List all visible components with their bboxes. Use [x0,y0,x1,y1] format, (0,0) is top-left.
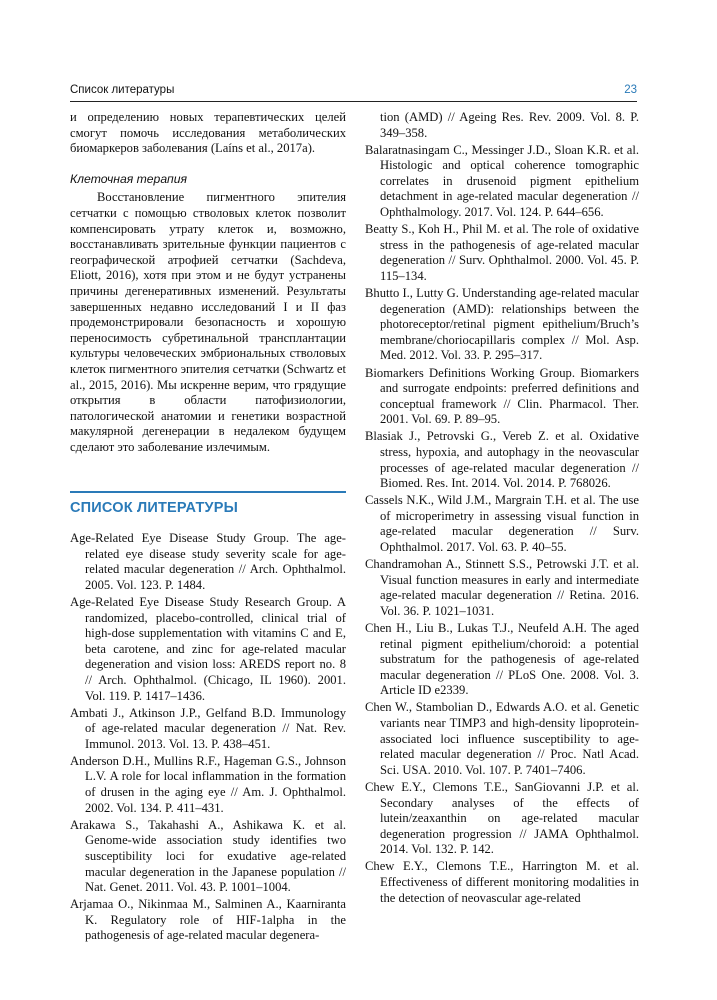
page-number: 23 [624,84,637,96]
reference-item: Balaratnasingam C., Messinger J.D., Sloan K.R. et al. Histologic and optical coherence tomographic correlates in drusenoid pigment epithelium detachment in age-related macular degeneration // Ophthalmology. 2017. Vol. 124. P. 644–656. [365,142,639,220]
reference-item: Blasiak J., Petrovski G., Vereb Z. et al. Oxidative stress, hypoxia, and autophagy in the neovascular processes of age-related macular degeneration // Biomed. Res. Int. 2014. Vol. 2014. P. 768026. [365,429,639,491]
intro-paragraph: и определению новых терапевтических целей смогут помочь исследования метаболических биомаркеров заболевания (Laíns et al., 2017a). [70,110,346,156]
left-column [70,110,346,946]
reference-item: Biomarkers Definitions Working Group. Biomarkers and surrogate endpoints: preferred definitions and conceptual framework // Clin. Pharmacol. Ther. 2001. Vol. 69. P. 89–95. [365,365,639,427]
reference-item: Bhutto I., Lutty G. Understanding age-related macular degeneration (AMD): relationships between the photoreceptor/retinal pigment epithelium/Bruch’s membrane/choriocapillaris complex // Mol. Asp. Med. 2012. Vol. 33. P. 295–317. [365,286,639,363]
reference-item: Arakawa S., Takahashi A., Ashikawa K. et al. Genome-wide association study identifies two susceptibility loci for exudative age-related macular degeneration in the Japanese population // Nat. Genet. 2011. Vol. 43. P. 1001–1004. [70,817,346,895]
reference-item: Anderson D.H., Mullins R.F., Hageman G.S., Johnson L.V. A role for local inflammation in the formation of drusen in the aging eye // Am. J. Ophthalmol. 2002. Vol. 134. P. 411–431. [70,753,346,815]
reference-item: Cassels N.K., Wild J.M., Margrain T.H. et al. The use of microperimetry in assessing visual function in age-related macular degeneration // Surv. Ophthalmol. 2017. Vol. 63. P. 40–55. [365,493,639,555]
running-head [70,84,637,100]
reference-continuation: tion (AMD) // Ageing Res. Rev. 2009. Vol. 8. P. 349–358. [380,110,639,140]
reference-item: Chew E.Y., Clemons T.E., Harrington M. et al. Effectiveness of different monitoring modalities in the detection of neovascular age-related [365,859,639,905]
reference-list-right [365,110,639,906]
section-title: СПИСОК ЛИТЕРАТУРЫ [70,500,238,517]
reference-item: Age-Related Eye Disease Study Group. The age-related eye disease study severity scale for age-related macular degeneration // Arch. Ophthalmol. 2005. Vol. 123. P. 1484. [70,531,346,592]
reference-item: Chen W., Stambolian D., Edwards A.O. et al. Genetic variants near TIMP3 and high-density lipoprotein-associated loci influence susceptibility to age-related macular degeneration // Proc. Natl Acad. Sci. USA. 2010. Vol. 107. P. 7401–7406. [365,700,639,777]
cell-therapy-paragraph: Восстановление пигментного эпителия сетчатки с помощью стволовых клеток позволит компенсировать утрату клеток и, возможно, восстанавливать зрительные функции пациентов с географической атрофией сетчатки (Sachdeva, Eliott, 2016), хотя при этом и не будут устранены причины дегенеративных изменений. Результаты завершенных недавно исследований I и II фаз продемонстрировали безопасность и хорошую переносимость субретинальной трансплантации культуры человеческих эмбриональных стволовых клеток пигментного эпителия сетчатки (Schwartz et al., 2015, 2016). Мы искренне верим, что грядущие открытия в области патофизиологии, патологической анатомии и генетики возрастной макулярной дегенерации в недалеком будущем сделают это заболевание излечимым. [70,190,346,454]
reference-item: Beatty S., Koh H., Phil M. et al. The role of oxidative stress in the pathogenesis of age-related macular degeneration // Surv. Ophthalmol. 2000. Vol. 45. P. 115–134. [365,222,639,283]
reference-item: Chen H., Liu B., Lukas T.J., Neufeld A.H. The aged retinal pigment epithelium/choroid: a potential substratum for the pathogenesis of age-related macular degeneration // PLoS One. 2008. Vol. 3. Article ID e2339. [365,621,639,698]
subsection-title: Клеточная терапия [70,171,187,186]
section-divider [70,491,346,493]
reference-list-left [70,531,346,944]
running-head-title: Список литературы [70,84,175,96]
reference-item: Chandramohan A., Stinnett S.S., Petrowski J.T. et al. Visual function measures in early and intermediate age-related macular degeneration // Retina. 2016. Vol. 36. P. 1021–1031. [365,557,639,618]
reference-item: Arjamaa O., Nikinmaa M., Salminen A., Kaarniranta K. Regulatory role of HIF-1alpha in the pathogenesis of age-related macular degenera- [70,897,346,943]
right-column [365,110,639,908]
header-divider [70,101,637,102]
reference-item: Chew E.Y., Clemons T.E., SanGiovanni J.P. et al. Secondary analyses of the effects of lutein/zeaxanthin on age-related macular degeneration progression // JAMA Ophthalmol. 2014. Vol. 132. P. 142. [365,779,639,857]
reference-item: Ambati J., Atkinson J.P., Gelfand B.D. Immunology of age-related macular degeneration // Nat. Rev. Immunol. 2013. Vol. 13. P. 438–451. [70,705,346,751]
reference-item: Age-Related Eye Disease Study Research Group. A randomized, placebo-controlled, clinical trial of high-dose supplementation with vitamins C and E, beta carotene, and zinc for age-related macular degeneration and vision loss: AREDS report no. 8 // Arch. Ophthalmol. (Chicago, IL 1960). 2001. Vol. 119. P. 1417–1436. [70,594,346,703]
